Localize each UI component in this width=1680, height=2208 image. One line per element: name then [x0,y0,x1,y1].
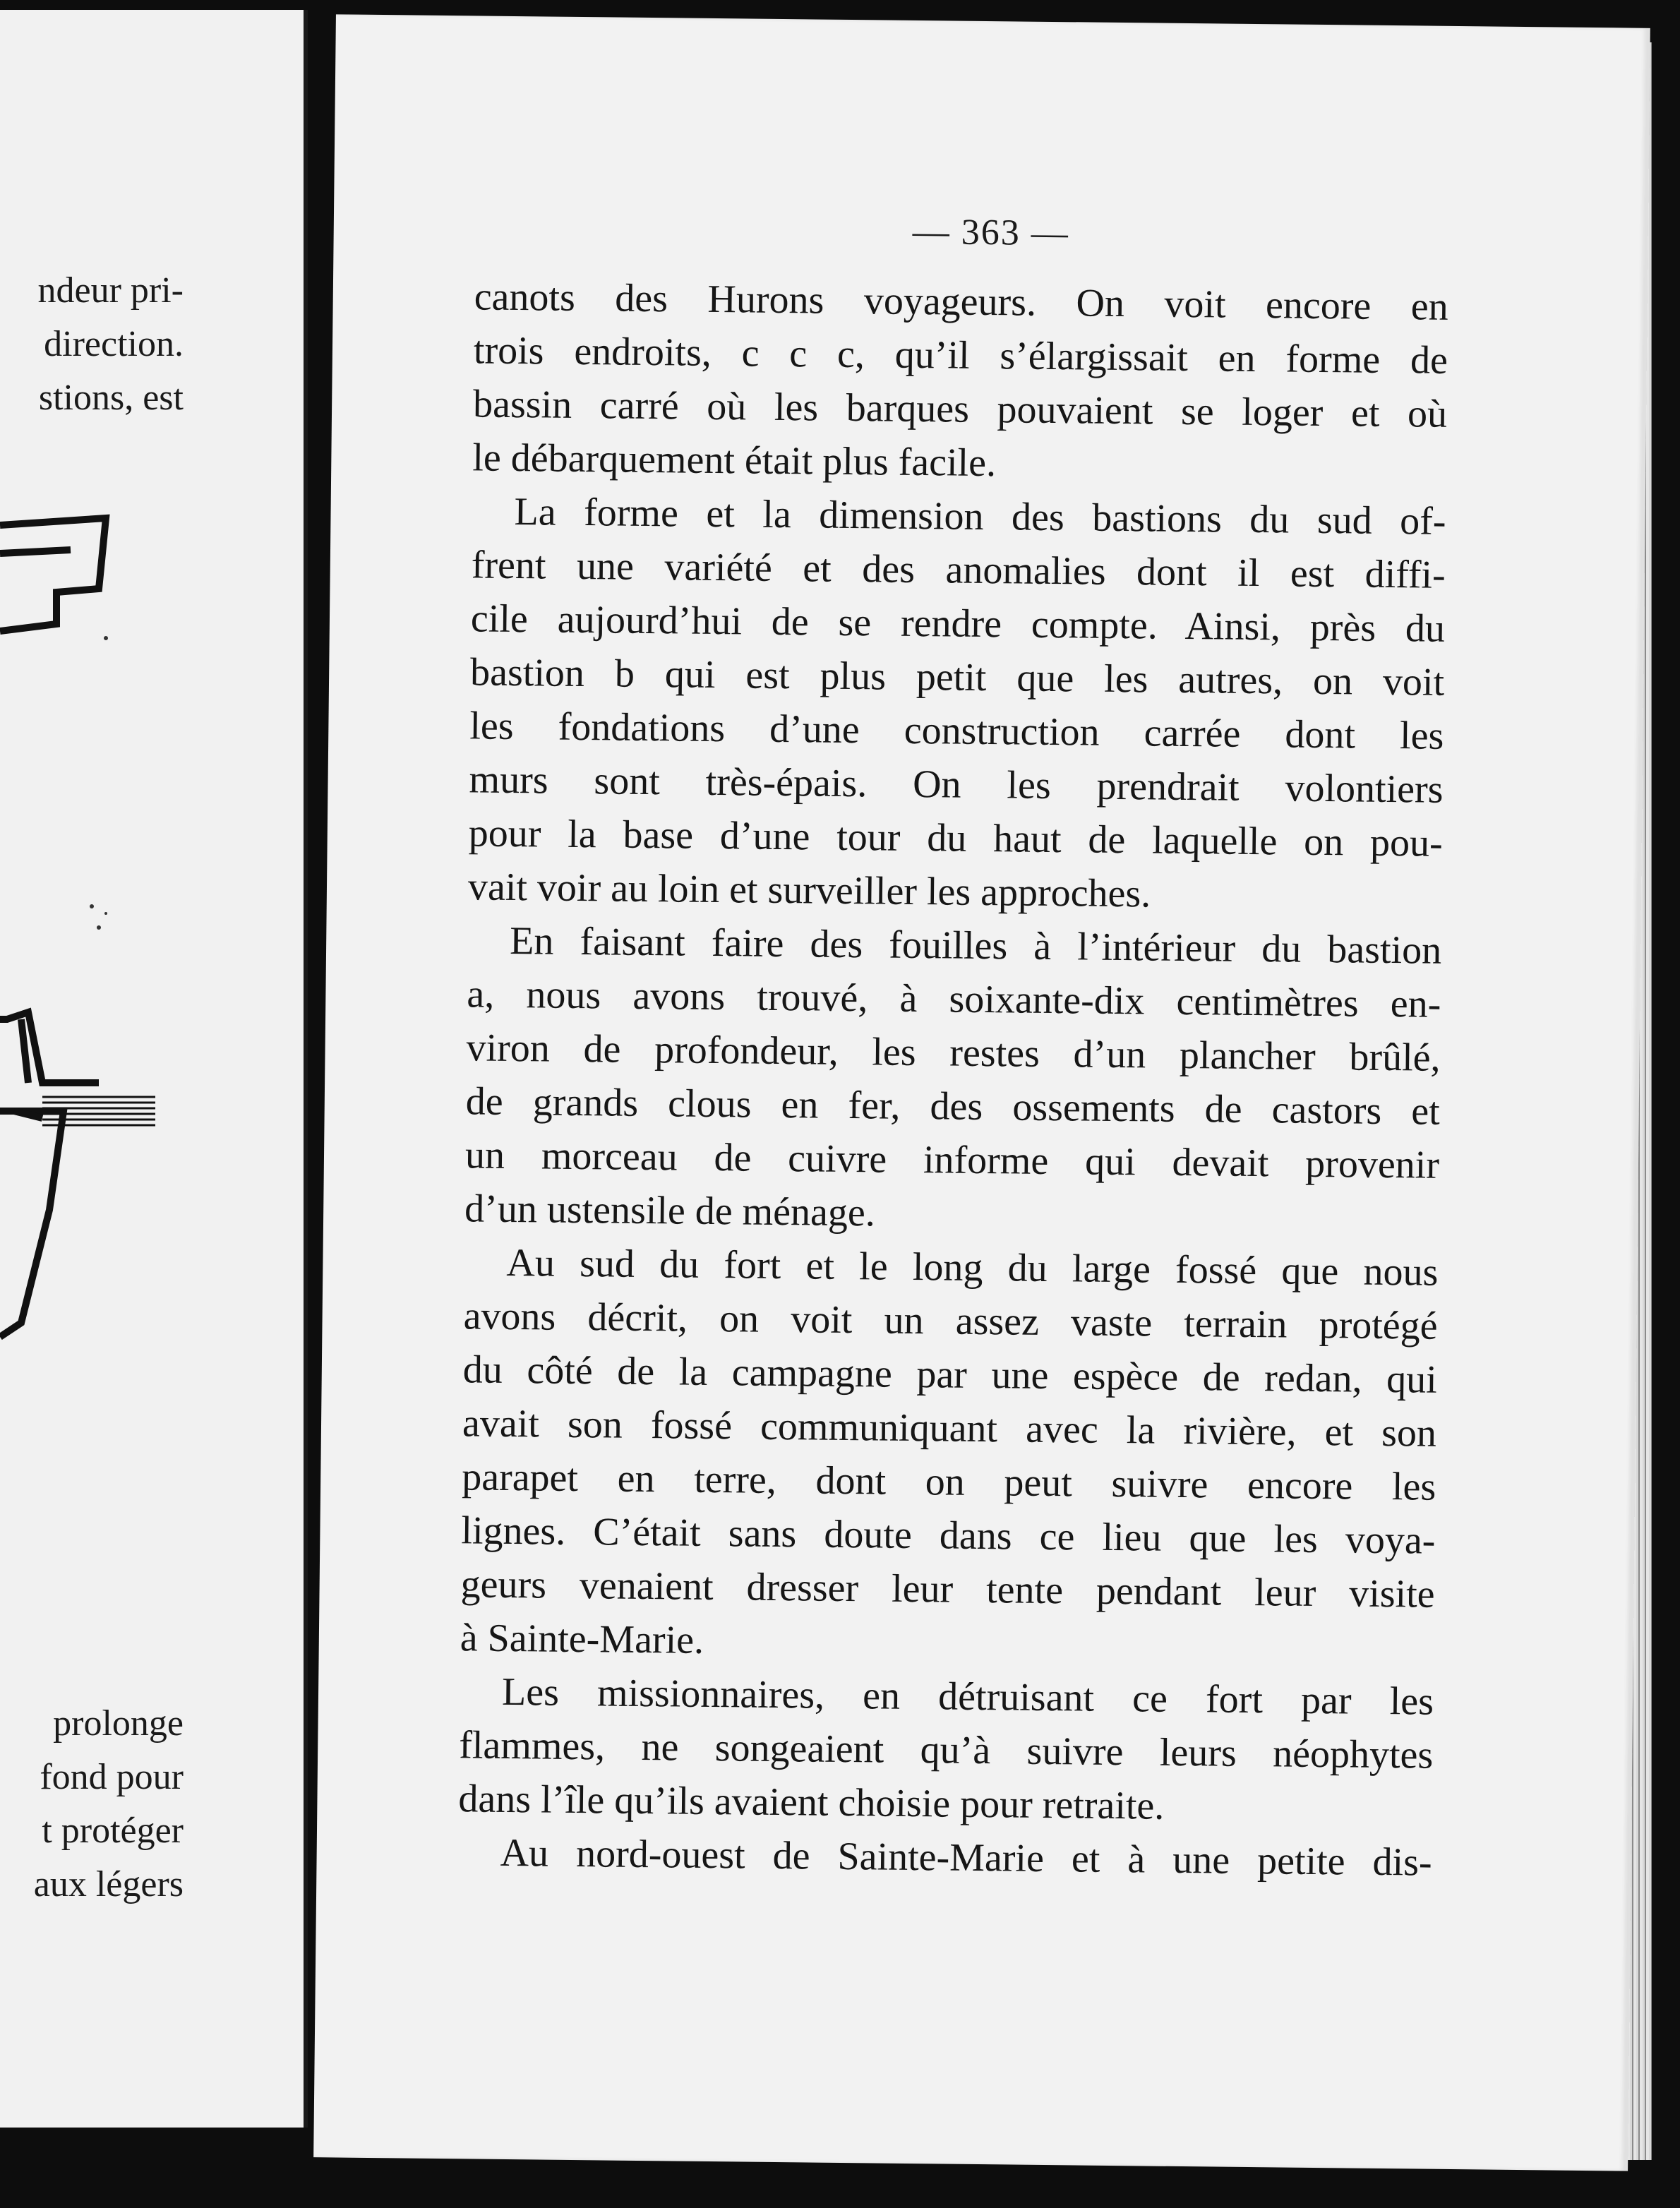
left-line: ndeur pri- [37,270,184,311]
text-line: En faisant faire des fouilles à l’intérieur du bastion [509,918,1442,973]
text-line: La forme et la dimension des bastions du sud of- [514,490,1446,544]
text-line: de grands clous en fer, des ossements de castors et [465,1079,1441,1134]
text-line: Les missionnaires, en détruisant ce fort par les [501,1669,1434,1724]
left-page [0,10,308,2128]
text-line: bassin carré où les barques pouvaient se loger et où [472,382,1448,436]
text-line: cile aujourd’hui de se rendre compte. Ainsi, près du [470,596,1446,651]
text-line: Au sud du fort et le long du large fossé que nous [506,1240,1439,1295]
text-line: Au nord-ouest de Sainte-Marie et à une petite dis- [500,1830,1432,1885]
text-line: bastion b qui est plus petit que les autres, on voit [469,650,1445,704]
left-line: t protéger [42,1811,184,1851]
text-line: geurs venaient dresser leur tente pendant leur visite [460,1562,1435,1616]
text-line: avons décrit, on voit un assez vaste terrain protégé [463,1294,1438,1348]
left-page-bottom-text [34,1697,184,1912]
text-line: d’un ustensile de ménage. [464,1187,876,1235]
left-page-top-text [38,264,184,425]
page-number: — 363 — [912,211,1070,254]
text-line: dans l’île qu’ils avaient choisie pour retraite. [458,1777,1165,1828]
text-line: pour la base d’une tour du haut de laquelle on pou- [468,811,1444,865]
text-line: le débarquement était plus facile. [472,436,997,486]
left-line: prolonge [53,1703,184,1744]
text-line: avait son fossé communiquant avec la rivière, et son [462,1401,1437,1456]
text-line: a, nous avons trouvé, à soixante-dix centimètres en- [467,972,1441,1026]
text-line: les fondations d’une construction carrée dont les [469,704,1444,758]
text-line: trois endroits, c c c, qu’il s’élargissait en forme de [473,328,1448,383]
left-line: fond pour [40,1757,184,1797]
text-line: à Sainte-Marie. [460,1616,704,1662]
text-line: frent une variété et des anomalies dont il est diffi- [471,543,1446,597]
text-line: un morceau de cuivre informe qui devait provenir [464,1133,1440,1187]
fort-plan-illustration [0,476,184,1365]
left-line: aux légers [33,1864,184,1904]
text-line: canots des Hurons voyageurs. On voit encore en [474,275,1449,329]
body-text [457,270,1448,1889]
left-line: direction. [44,324,184,364]
text-line: du côté de la campagne par une espèce de redan, qui [462,1348,1438,1402]
right-page [313,14,1650,2171]
text-line: viron de profondeur, les restes d’un plancher brûlé, [466,1026,1441,1080]
text-line: vait voir au loin et surveiller les approches. [467,865,1151,916]
text-line: flammes, ne songeaient qu’à suivre leurs néophytes [458,1723,1434,1777]
left-line: stions, est [38,378,184,418]
text-line: parapet en terre, dont on peut suivre encore les [461,1455,1436,1509]
text-line: lignes. C’était sans doute dans ce lieu que les voya- [461,1508,1436,1563]
text-line: murs sont très-épais. On les prendrait volontiers [469,757,1444,812]
